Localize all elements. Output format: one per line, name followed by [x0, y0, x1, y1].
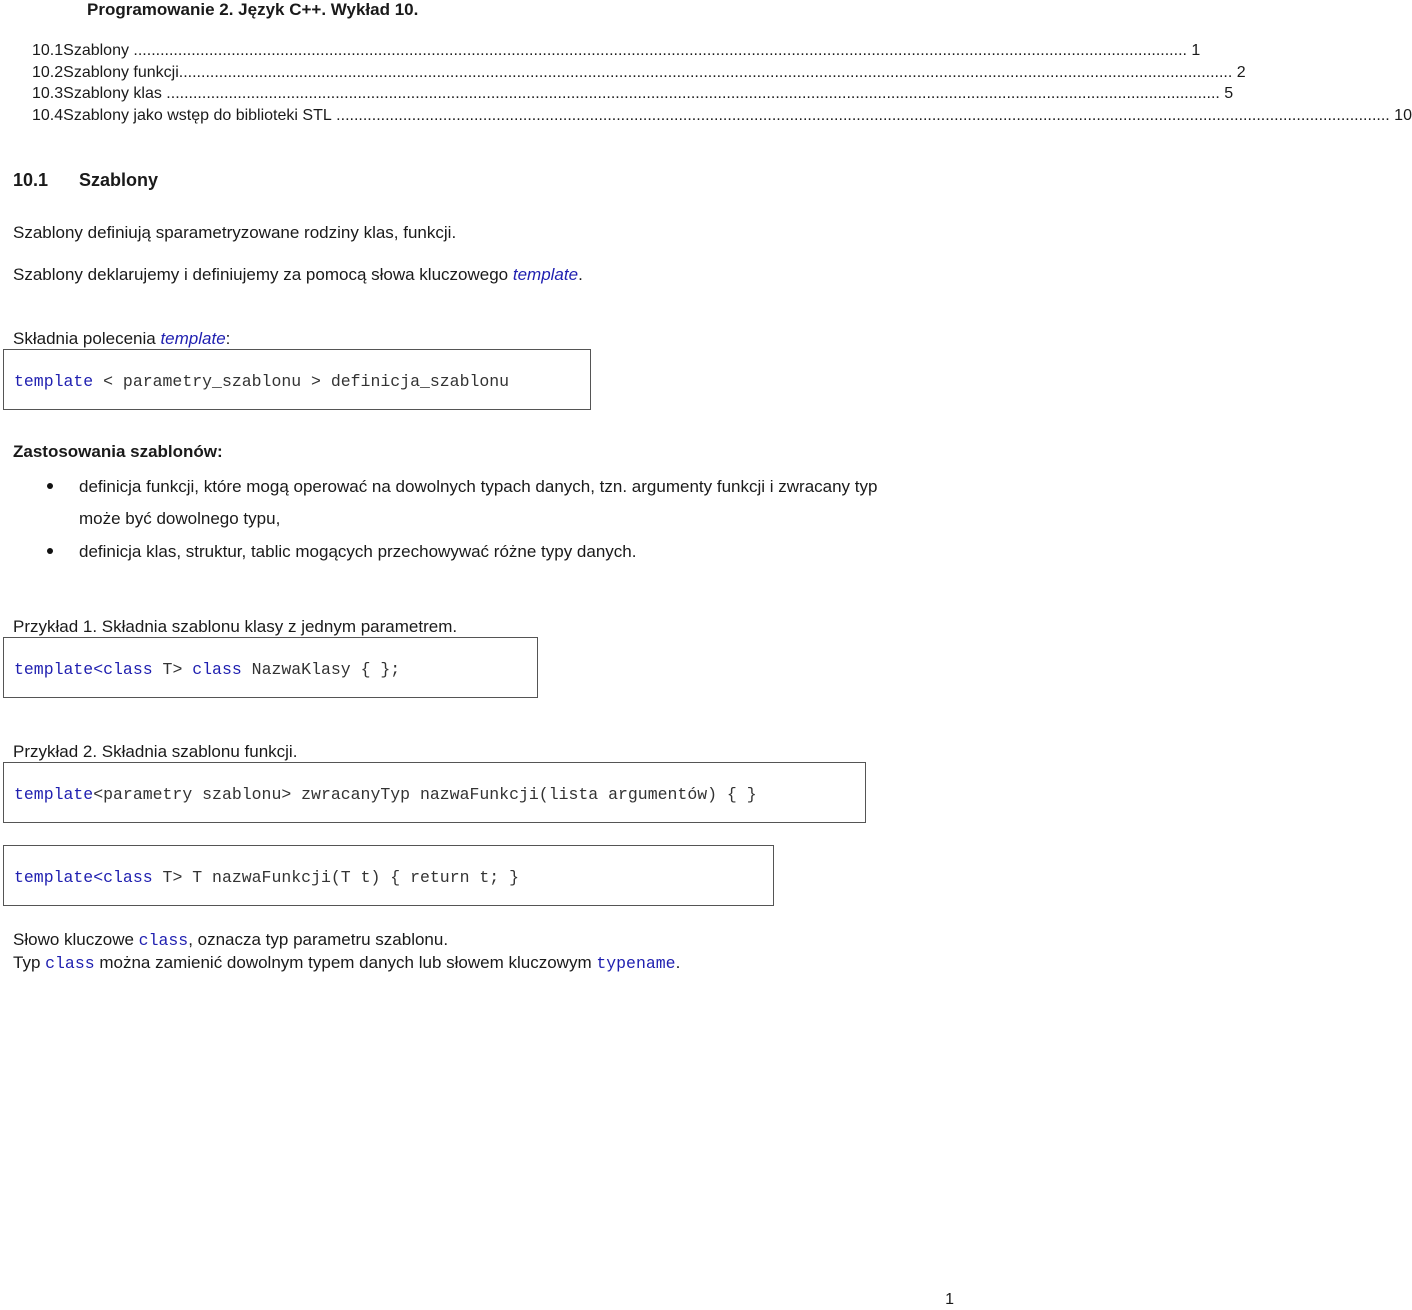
code-text: < [93, 660, 104, 679]
section-heading [13, 169, 158, 191]
section-title: Szablony [79, 170, 159, 190]
note-text: Słowo kluczowe [13, 930, 139, 949]
section-number: 10.1 [13, 170, 49, 190]
bullet-dot [47, 548, 53, 554]
note-text: , oznacza typ parametru szablonu. [188, 930, 449, 949]
code-keyword: class [192, 660, 242, 679]
inline-code-typename: typename [596, 954, 676, 973]
code-keyword: class [103, 660, 153, 679]
code-box-example1 [3, 637, 538, 698]
code-line [14, 868, 519, 887]
paragraph-text: Składnia polecenia [13, 329, 161, 348]
toc-entry[interactable] [32, 106, 1412, 126]
toc-number: 10.3 [32, 85, 64, 102]
code-keyword: template [14, 868, 94, 887]
note-text: . [675, 953, 681, 972]
code-keyword: class [103, 868, 153, 887]
code-box-example2b [3, 845, 774, 906]
page-number: 1 [945, 1291, 954, 1308]
code-line [14, 372, 509, 391]
code-line [14, 785, 757, 804]
paragraph [13, 328, 230, 350]
toc-entry[interactable] [32, 63, 1246, 83]
bullet-text: może być dowolnego typu, [79, 509, 281, 528]
toc-leader: ............................................................................................................................................................................................................................................. [161, 85, 1220, 102]
toc-title: Szablony jako wstęp do biblioteki STL [63, 107, 332, 124]
toc-page: 10 [1394, 107, 1412, 124]
code-box-syntax [3, 349, 591, 410]
toc-page: 5 [1224, 85, 1234, 102]
bullet-dot [47, 483, 53, 489]
document-title: Programowanie 2. Język C++. Wykład 10. [87, 0, 419, 19]
toc-number: 10.2 [32, 64, 64, 81]
toc-entry[interactable] [32, 84, 1234, 104]
toc-title: Szablony [63, 42, 129, 59]
code-keyword: template [14, 660, 94, 679]
inline-code-class: class [45, 954, 95, 973]
paragraph [13, 264, 583, 286]
paragraph-text: : [225, 329, 231, 348]
paragraph-text: Szablony deklarujemy i definiujemy za pomocą słowa kluczowego [13, 265, 513, 284]
toc-title: Szablony klas [63, 85, 162, 102]
example-caption: Przykład 1. Składnia szablonu klasy z jednym parametrem. [13, 617, 458, 636]
code-text: <parametry szablonu> zwracanyTyp nazwaFunkcji(lista argumentów) { } [93, 785, 757, 804]
note-line [13, 952, 680, 975]
example-caption: Przykład 2. Składnia szablonu funkcji. [13, 742, 298, 761]
toc-leader: ............................................................................................................................................................................................................................................. [331, 107, 1390, 124]
toc-page: 2 [1236, 64, 1246, 81]
note-text: można zamienić dowolnym typem danych lub słowem kluczowym [94, 953, 597, 972]
toc-number: 10.1 [32, 42, 64, 59]
toc-title: Szablony funkcji [63, 64, 179, 81]
paragraph: Szablony definiują sparametryzowane rodziny klas, funkcji. [13, 223, 457, 242]
usage-heading: Zastosowania szablonów: [13, 442, 223, 461]
toc-leader: ............................................................................................................................................................................................................................................. [128, 42, 1187, 59]
code-text: T> T nazwaFunkcji(T t) { return t; } [152, 868, 520, 887]
inline-code-class: class [138, 931, 189, 950]
note-text: Typ [13, 953, 46, 972]
code-line [14, 660, 400, 679]
keyword-template: template [160, 329, 226, 348]
code-text: < parametry_szablonu > definicja_szablonu [93, 372, 510, 391]
paragraph-text: . [578, 265, 583, 284]
code-keyword: template [14, 785, 94, 804]
bullet-text: definicja klas, struktur, tablic mogących przechowywać różne typy danych. [79, 542, 637, 561]
code-text: T> [152, 660, 193, 679]
toc-number: 10.4 [32, 107, 64, 124]
code-text: < [93, 868, 104, 887]
code-box-example2a [3, 762, 866, 823]
toc-page: 1 [1191, 42, 1201, 59]
code-text: NazwaKlasy { }; [241, 660, 401, 679]
bullet-text: definicja funkcji, które mogą operować na dowolnych typach danych, tzn. argumenty funkcji i zwracany typ [79, 477, 878, 496]
toc-leader: ............................................................................................................................................................................................................................................. [178, 64, 1233, 81]
note-line [13, 929, 448, 952]
toc-entry[interactable] [32, 41, 1201, 61]
keyword-template: template [512, 265, 579, 284]
code-keyword: template [14, 372, 94, 391]
